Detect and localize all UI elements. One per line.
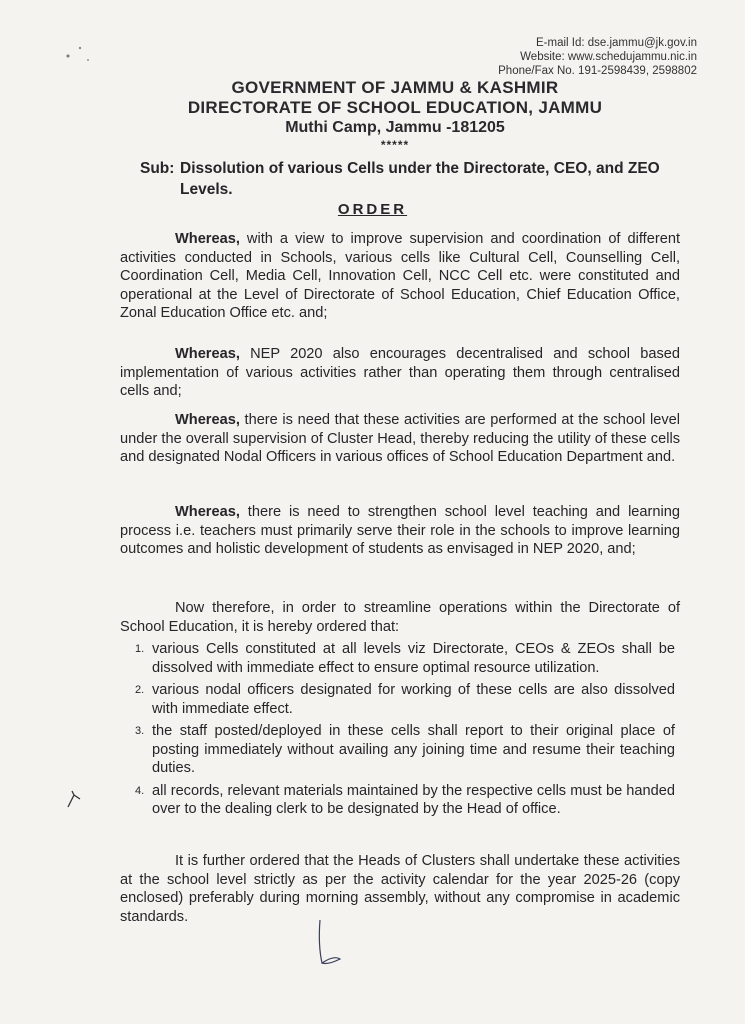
whereas-paragraph-3 [120,411,680,467]
email-line: E-mail Id: dse.jammu@jk.gov.in [535,37,697,49]
closing-paragraph [120,852,680,926]
list-number: 3. [135,725,145,737]
list-text: various Cells constituted at all levels viz Directorate, CEOs & ZEOs shall be dissolved with immediate effect to ensure optimal resource utilization. [152,641,675,676]
order-heading: ORDER [337,201,408,218]
paragraph-lead: Whereas, [175,231,240,247]
contact-block [498,36,697,78]
list-item [135,722,675,778]
order-list [135,640,675,823]
paragraph-text: Now therefore, in order to streamline operations within the Directorate of School Education, it is hereby ordered that: [120,600,680,635]
subject-text: Dissolution of various Cells under the Directorate, CEO, and ZEO Levels. [180,160,660,198]
website-line: Website: www.schedujammu.nic.in [520,51,697,63]
paragraph-text: with a view to improve supervision and coordination of different activities conducted in Schools, various cells like Cultural Cell, Counselling Cell, Coordination Cell, Media Cell, Innovation Cell, NCC Cell etc. were constituted and operational at the Level of Directorate of School Education, Chief Education Office, Zonal Education Office etc. and; [120,231,680,321]
address-line: Muthi Camp, Jammu -181205 [285,119,505,136]
paragraph-text: It is further ordered that the Heads of Clusters shall undertake these activities at the school level strictly as per the activity calendar for the year 2025-26 (copy enclosed) preferably during morning assembly, without any compromise in academic standards. [120,853,680,925]
whereas-paragraph-1 [120,230,680,323]
ink-speck-mark [60,40,100,70]
initials-mark [310,915,360,975]
subject-line [140,158,685,200]
list-text: various nodal officers designated for working of these cells are also dissolved with immediate effect. [152,682,675,717]
govt-title: GOVERNMENT OF JAMMU & KASHMIR [231,78,559,97]
list-text: all records, relevant materials maintained by the respective cells must be handed over to the dealing clerk to be designated by the Head of office. [152,782,675,817]
paragraph-lead: Whereas, [175,346,240,362]
whereas-paragraph-4 [120,503,680,559]
list-item [135,782,675,819]
paragraph-text: there is need to strengthen school level teaching and learning process i.e. teachers must primarily serve their role in the schools to improve learning outcomes and holistic development of students as envisaged in NEP 2020, and; [120,504,680,557]
list-number: 4. [135,784,145,797]
margin-tick-mark [60,785,90,815]
paragraph-text: NEP 2020 also encourages decentralised and school based implementation of various activities rather than operating them through centralised cells and; [120,346,680,399]
now-therefore-paragraph [120,599,680,636]
whereas-paragraph-2 [120,345,680,401]
directorate-title: DIRECTORATE OF SCHOOL EDUCATION, JAMMU [187,98,603,117]
list-number: 2. [135,684,145,696]
phone-line: Phone/Fax No. 191-2598439, 2598802 [498,65,697,77]
subject-label: Sub: [140,160,175,177]
paragraph-lead: Whereas, [175,504,240,520]
list-item [135,681,675,718]
paragraph-lead: Whereas, [175,412,240,428]
paragraph-text: there is need that these activities are performed at the school level under the overall supervision of Cluster Head, thereby reducing the utility of these cells and designated Nodal Officers in various offices of School Education Department and. [120,412,680,465]
list-text: the staff posted/deployed in these cells shall report to their original place of posting immediately without availing any joining time and resume their teaching duties. [152,723,675,776]
list-item [135,640,675,677]
stars-divider: ***** [380,138,410,152]
list-number: 1. [135,643,145,655]
